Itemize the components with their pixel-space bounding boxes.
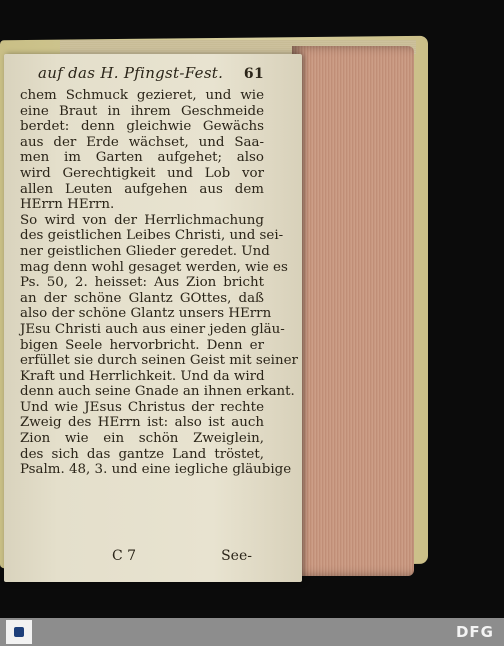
- text-line: men im Garten aufgehet; also: [20, 150, 264, 166]
- running-head: [20, 64, 264, 86]
- page-edges-fore: [292, 46, 414, 576]
- text-line: also der schöne Glantz unsers HErrn: [20, 306, 272, 322]
- text-line: des geistlichen Leibes Christi, und sei-: [20, 228, 284, 244]
- text-line: des sich das gantze Land tröstet,: [20, 446, 264, 462]
- text-line: eine Braut in ihrem Geschmeide: [20, 103, 264, 119]
- running-head-title: auf das H. Pfingst-Fest.: [38, 64, 224, 82]
- text-line: Zweig des HErrn ist: also ist auch: [20, 415, 264, 431]
- text-line: erfüllet sie durch seinen Geist mit seiner: [20, 353, 298, 369]
- text-line: berdet: denn gleichwie Gewächs: [20, 119, 264, 135]
- dfg-logo: DFG: [455, 623, 494, 641]
- text-line: Und wie JEsus Christus der rechte: [20, 399, 264, 415]
- page-number: 61: [243, 66, 264, 82]
- library-logo-icon: [6, 620, 32, 644]
- text-line: ner geistlichen Glieder geredet. Und: [20, 243, 270, 259]
- text-line: Kraft und Herrlichkeit. Und da wird: [20, 368, 265, 384]
- crest-icon: [14, 627, 24, 637]
- text-line: Psalm. 48, 3. und eine iegliche gläubige: [20, 462, 292, 478]
- viewer-footer-bar: [0, 618, 504, 646]
- body-text: [20, 88, 298, 478]
- text-line: bigen Seele hervorbricht. Denn er: [20, 337, 264, 353]
- text-line: aus der Erde wächset, und Saa-: [20, 134, 264, 150]
- text-line: So wird von der Herrlichmachung: [20, 212, 264, 228]
- text-line: HErrn HErrn.: [20, 197, 115, 213]
- catchword: See-: [221, 548, 252, 564]
- printed-page: [4, 54, 302, 582]
- signature-mark: C 7: [112, 548, 137, 564]
- text-line: Zion wie ein schön Zweiglein,: [20, 431, 264, 447]
- text-line: wird Gerechtigkeit und Lob vor: [20, 165, 264, 181]
- text-line: mag denn wohl gesaget werden, wie es: [20, 259, 288, 275]
- text-line: allen Leuten aufgehen aus dem: [20, 181, 264, 197]
- text-line: denn auch seine Gnade an ihnen erkant.: [20, 384, 295, 400]
- page-footer: [112, 548, 252, 564]
- text-line: Ps. 50, 2. heisset: Aus Zion bricht: [20, 275, 264, 291]
- text-line: chem Schmuck gezieret, und wie: [20, 88, 264, 103]
- text-line: an der schöne Glantz GOttes, daß: [20, 290, 264, 306]
- text-line: JEsu Christi auch aus einer jeden gläu-: [20, 321, 285, 337]
- page-text-block: [20, 64, 298, 478]
